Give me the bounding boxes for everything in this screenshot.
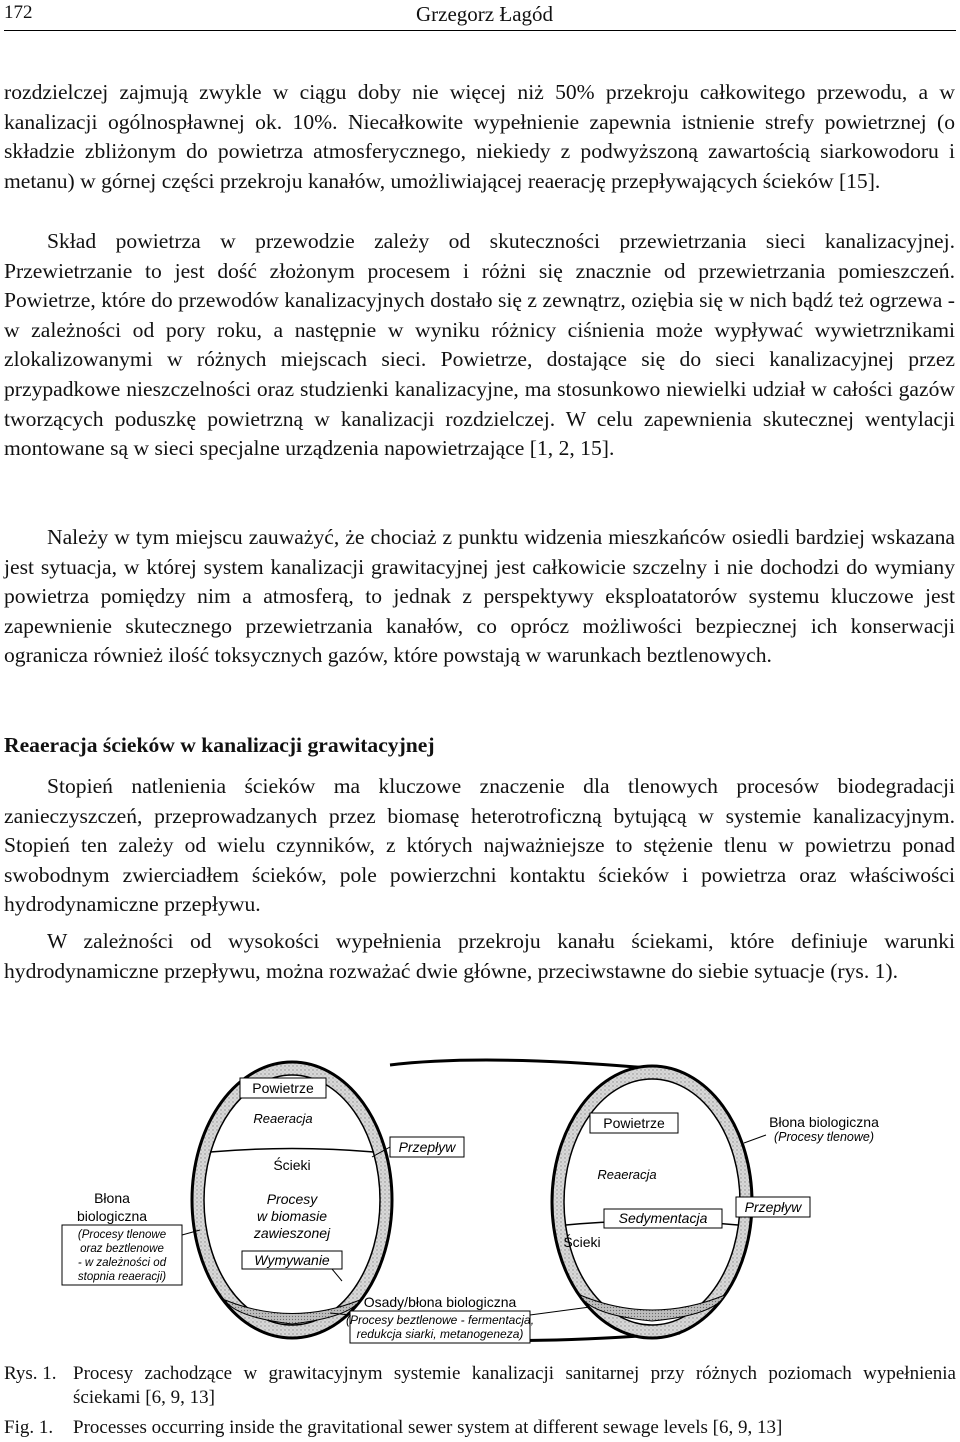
left-biofilm-note-4: stopnia reaeracji) [77, 1271, 167, 1283]
right-biofilm-note: (Procesy tlenowe) [773, 1130, 875, 1144]
paragraph-4: Stopień natlenienia ścieków ma kluczowe znaczenie dla tlenowych procesów biodegradacji zanieczyszczeń, przeprowadzanych przez biomasę heterotroficzną bytującą w systemie kanalizacyjnym. Stopień ten zależy od wielu czynników, z których najważniejsze to stężenie tlenu w powietrzu ponad swobodnym zwierciadłem ścieków, pole powierzchni kontaktu ścieków i powietrza oraz właściwości hydrodynamiczne przepływu. [4, 774, 955, 917]
left-sewage-label: Ścieki [273, 1157, 311, 1173]
running-head: Grzegorz Łagód [416, 2, 554, 26]
paragraph-5: W zależności od wysokości wypełnienia przekroju kanału ściekami, które definiuje warunki hydrodynamiczne przepływu, można rozważać dwie główne, przeciwstawne do siebie sytuacje (rys. 1). [4, 929, 955, 983]
header-rule [4, 30, 956, 31]
sediment-note-2: redukcja siarki, metanogeneza) [356, 1327, 524, 1341]
caption-pl-text: Procesy zachodzące w grawitacyjnym systemie kanalizacji sanitarnej przy różnych poziomach wypełnienia ściekami [6, 9, 13] [73, 1363, 956, 1408]
left-biofilm-note-3: - w zależności od [77, 1257, 167, 1269]
page-header [4, 0, 956, 30]
paragraph-2: Skład powietrza w przewodzie zależy od skuteczności przewietrzania sieci kanalizacyjnej. Przewietrzanie to jest dość złożonym procesem i różni się znacznie od przewietrzania pomieszczeń. Powietrze, które do przewodów kanalizacyjnych dostało się z zewnątrz, oziębia się w nich bądź też ogrzewa - w zależności od pory roku, a następnie w wyniku różnicy ciśnienia może wypływać wywietrznikami zlokalizowanymi w różnych miejscach sieci. Powietrze, dostające się do sieci kanalizacyjnej przez przypadkowe nieszczelności oraz studzienki kanalizacyjne, ma stosunkowo niewielki udział w całości gazów tworzących poduszkę powietrzną w kanalizacji rozdzielczej. W celu zapewnienia skutecznej wentylacji montowane są w sieci specjalne urządzenia napowietrzające [1, 2, 15]. [4, 229, 955, 461]
left-biofilm-note-1: (Procesy tlenowe [77, 1229, 167, 1241]
left-processes-line-3: zawieszonej [253, 1225, 331, 1241]
caption-pl-label: Rys. 1. [4, 1363, 57, 1384]
right-sewage-label: Ścieki [563, 1234, 601, 1250]
paragraph-3: Należy w tym miejscu zauważyć, że chociaż z punktu widzenia mieszkańców osiedli bardziej wskazana jest sytuacja, w której system kanalizacji grawitacyjnej jest całkowicie szczelny i nie dochodzi do wymiany powietrza pomiędzy nim a atmosferą, to jednak z perspektywy eksploatatorów systemu kluczowe jest zapewnienie skutecznego przewietrzania kanałów, co oprócz możliwości bezpiecznej ich konserwacji ogranicza również ilość toksycznych gazów, które powstają w warunkach beztlenowych. [4, 525, 955, 668]
left-reaeration-label: Reaeracja [253, 1111, 313, 1126]
left-air-label: Powietrze [252, 1080, 314, 1096]
paragraph-1: rozdzielczej zajmują zwykle w ciągu doby nie więcej niż 50% przekroju całkowitego przewodu, a w kanalizacji ogólnospławnej ok. 10%. Niecałkowite wypełnienie zapewnia istnienie strefy powietrznej (o składzie zbliżonym do powietrza atmosferycznego, niekiedy z podwyższoną zawartością siarkowodoru i metanu) w górnej części przekroju kanałów, umożliwiającej reaerację przepływających ścieków [15]. [4, 80, 955, 193]
caption-en-text: Processes occurring inside the gravitational sewer system at different sewage levels [6, 9, 13] [73, 1417, 783, 1438]
right-biofilm-label: Błona biologiczna [769, 1114, 879, 1130]
left-biofilm-line-2: biologiczna [76, 1208, 148, 1224]
left-biofilm-note-2: oraz beztlenowe [80, 1243, 164, 1255]
right-air-label: Powietrze [603, 1115, 665, 1131]
left-biofilm-line-1: Błona [94, 1190, 130, 1206]
right-reaeration-label: Reaeracja [597, 1167, 657, 1182]
left-washout-label: Wymywanie [254, 1252, 330, 1268]
right-sedimentation-label: Sedymentacja [618, 1210, 708, 1226]
left-processes-line-2: w biomasie [256, 1208, 328, 1224]
section-heading: Reaeracja ścieków w kanalizacji grawitacyjnej [4, 733, 435, 757]
caption-en-label: Fig. 1. [4, 1417, 54, 1438]
figure-sewer-diagram [60, 1045, 920, 1345]
page-number: 172 [4, 2, 33, 23]
right-flow-label: Przepływ [744, 1199, 802, 1215]
left-flow-label: Przepływ [398, 1139, 456, 1155]
sediment-label: Osady/błona biologiczna [363, 1294, 517, 1310]
sediment-note-1: (Procesy beztlenowe - fermentacja, [345, 1313, 535, 1327]
left-processes-line-1: Procesy [266, 1191, 318, 1207]
